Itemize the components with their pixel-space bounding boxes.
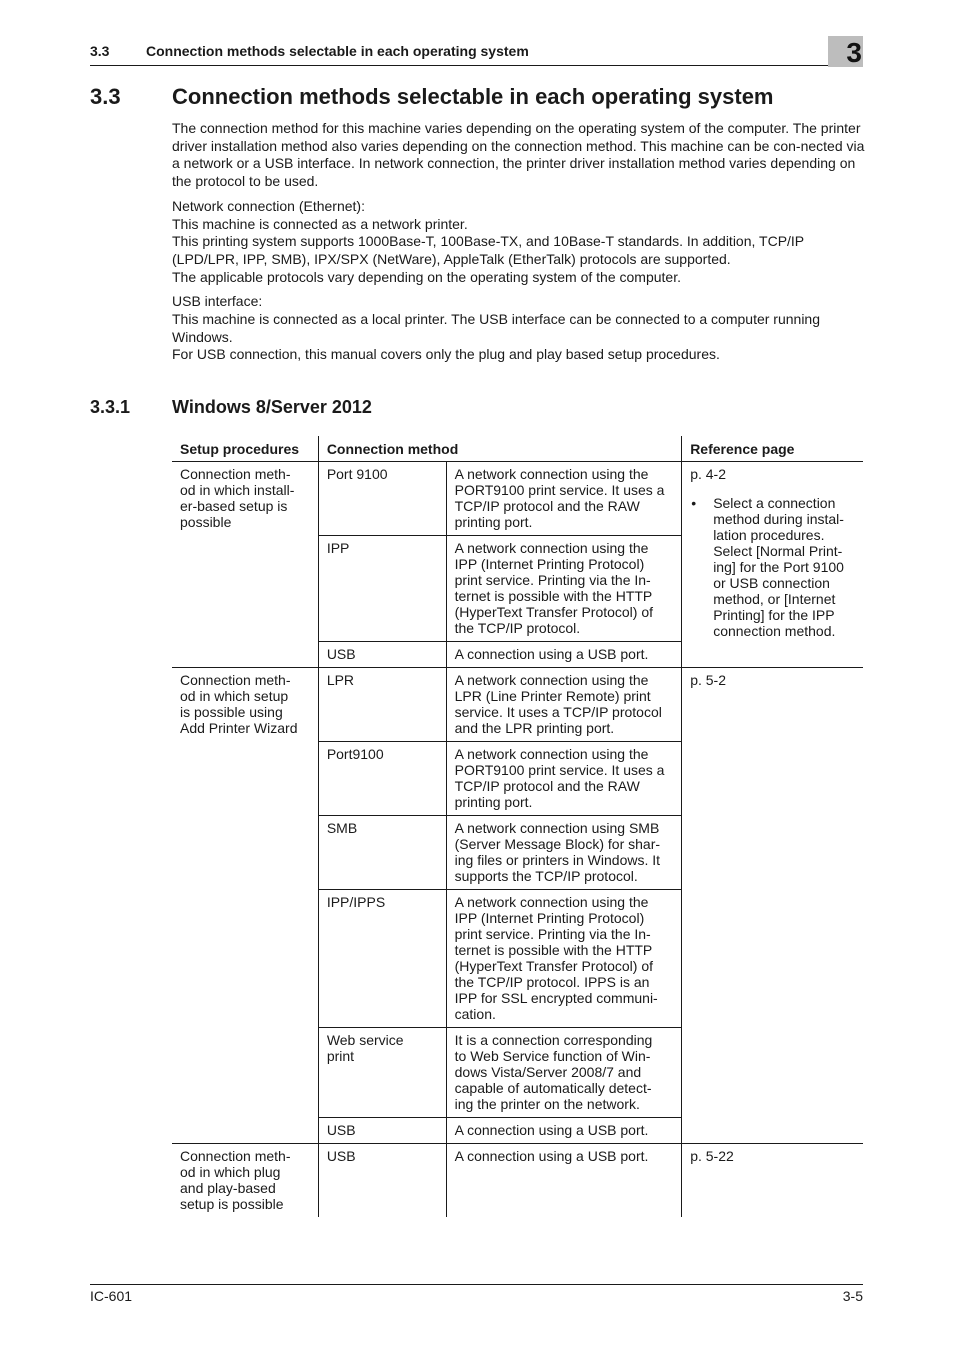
running-header bbox=[90, 40, 863, 66]
setup-procedure-cell: Connection meth- od in which plug and play-based setup is possible bbox=[172, 1144, 318, 1218]
connection-description-cell: A network connection using the IPP (Internet Printing Protocol) print service. Printing via the In- ternet is possible with the HTTP (HyperText Transfer Protocol) of the TCP/IP protocol. IPPS is an IPP for SSL encrypted communi- cation. bbox=[446, 890, 682, 1028]
page-footer bbox=[90, 1284, 863, 1304]
connection-method-cell: IPP bbox=[318, 536, 446, 642]
footer-page-number: 3-5 bbox=[842, 1288, 863, 1304]
connection-method-cell: USB bbox=[318, 1118, 446, 1144]
body-paragraph: Network connection (Ethernet): This machine is connected as a network printer. This printing system supports 1000Base-T, 100Base-TX, and 10Base-T standards. In addition, TCP/IP (LPD/LPR, IPP, SMB), IPX/SPX (NetWare), AppleTalk (EtherTalk) protocols are supported. The applicable protocols vary depending on the operating system of the computer. bbox=[172, 197, 804, 285]
connection-method-cell: USB bbox=[318, 1144, 446, 1218]
chapter-number-badge: 3 bbox=[828, 36, 863, 67]
connection-description-cell: A network connection using SMB (Server Message Block) for shar- ing files or printers in Windows. It supports the TCP/IP protocol. bbox=[446, 816, 682, 890]
connection-description-cell: It is a connection corresponding to Web Service function of Win- dows Vista/Server 2008/7 and capable of automatically detect- ing the printer on the network. bbox=[446, 1028, 682, 1118]
running-header-section-number: 3.3 bbox=[90, 43, 110, 59]
header-reference-page: Reference page bbox=[682, 436, 863, 462]
reference-page-text: p. 5-22 bbox=[690, 1148, 734, 1164]
subsection-title: Windows 8/Server 2012 bbox=[172, 397, 372, 417]
reference-page-text: p. 4-2 bbox=[690, 466, 726, 482]
reference-note-list bbox=[690, 495, 855, 639]
table-row bbox=[172, 462, 863, 536]
connection-method-cell: Port 9100 bbox=[318, 462, 446, 536]
reference-note-item: • Select a connection method during instal- lation procedures. Select [Normal Print- ing] for the Port 9100 or USB connection method, or [Internet Printing] for the IPP connection method. bbox=[690, 495, 855, 639]
connection-methods-table bbox=[172, 436, 863, 1217]
connection-method-cell: IPP/IPPS bbox=[318, 890, 446, 1028]
header-connection-method: Connection method bbox=[318, 436, 681, 462]
setup-procedure-cell: Connection meth- od in which setup is possible using Add Printer Wizard bbox=[172, 668, 318, 1144]
setup-procedure-cell: Connection meth- od in which install- er-based setup is possible bbox=[180, 466, 295, 530]
section-title: Connection methods selectable in each operating system bbox=[172, 84, 774, 109]
connection-description-cell: A network connection using the LPR (Line Printer Remote) print service. It uses a TCP/IP protocol and the LPR printing port. bbox=[446, 668, 682, 742]
connection-description-cell: A connection using a USB port. bbox=[446, 1118, 682, 1144]
connection-method-cell: USB bbox=[318, 642, 446, 668]
reference-page-cell bbox=[682, 462, 863, 668]
reference-page-text: p. 5-2 bbox=[690, 672, 726, 688]
footer-model: IC-601 bbox=[90, 1288, 133, 1304]
table-row bbox=[172, 1144, 863, 1218]
section-body bbox=[172, 120, 866, 371]
connection-description-cell: A network connection using the IPP (Internet Printing Protocol) print service. Printing via the In- ternet is possible with the HTTP (HyperText Transfer Protocol) of the TCP/IP protocol. bbox=[446, 536, 682, 642]
reference-page-cell bbox=[682, 668, 863, 1144]
subsection-number: 3.3.1 bbox=[90, 397, 131, 417]
running-header-section-title: Connection methods selectable in each operating system bbox=[146, 43, 529, 59]
body-paragraph: The connection method for this machine varies depending on the operating system of the computer. The printer driver installation method also varies depending on the connection method. This machine can be con-nected via a network or a USB interface. In network connection, the printer driver installation method varies depending on the protocol to be used. bbox=[172, 120, 865, 190]
table-row bbox=[172, 668, 863, 742]
section-number: 3.3 bbox=[90, 84, 121, 109]
connection-method-cell: Port9100 bbox=[318, 742, 446, 816]
connection-method-cell: SMB bbox=[318, 816, 446, 890]
header-setup-procedures: Setup procedures bbox=[172, 436, 318, 462]
connection-description-cell: A network connection using the PORT9100 print service. It uses a TCP/IP protocol and the RAW printing port. bbox=[446, 742, 682, 816]
connection-description-cell: A connection using a USB port. bbox=[446, 1144, 682, 1218]
reference-page-cell bbox=[682, 1144, 863, 1218]
connection-method-cell: Web service print bbox=[318, 1028, 446, 1118]
connection-description-cell: A connection using a USB port. bbox=[446, 642, 682, 668]
connection-method-cell: LPR bbox=[318, 668, 446, 742]
table-header-row bbox=[172, 436, 863, 462]
connection-description-cell: A network connection using the PORT9100 print service. It uses a TCP/IP protocol and the RAW printing port. bbox=[446, 462, 682, 536]
body-paragraph: USB interface: This machine is connected as a local printer. The USB interface can be connected to a computer running Windows. For USB connection, this manual covers only the plug and play based setup procedures. bbox=[172, 293, 820, 363]
